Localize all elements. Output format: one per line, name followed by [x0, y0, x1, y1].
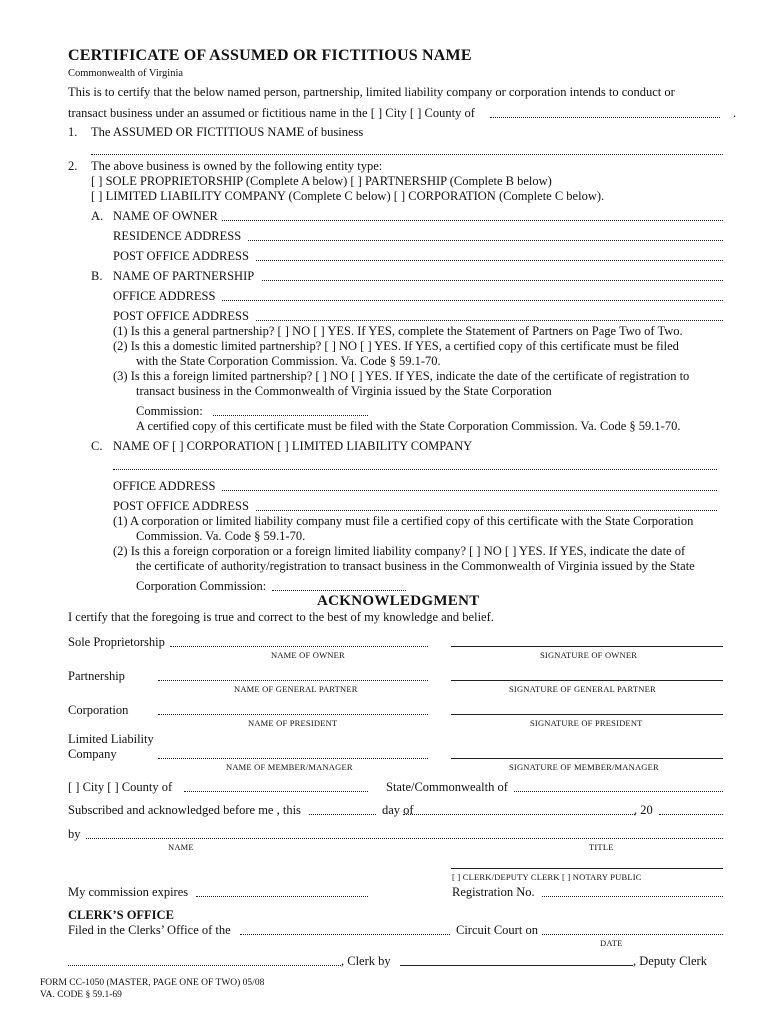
entity-options-2[interactable]: [ ] LIMITED LIABILITY COMPANY (Complete C below) [ ] CORPORATION (Complete C below). — [91, 189, 605, 203]
section-a-letter: A. — [91, 209, 104, 223]
partnership-office-label: OFFICE ADDRESS — [113, 289, 216, 303]
filed-court-field[interactable] — [240, 934, 450, 935]
year-prefix-label: , 20 — [634, 803, 653, 817]
acknowledgment-heading: ACKNOWLEDGMENT — [317, 593, 480, 609]
registration-no-field[interactable] — [542, 896, 723, 897]
state-commonwealth-field[interactable] — [514, 791, 723, 792]
commission-date-field[interactable] — [213, 415, 368, 416]
president-signature-line[interactable] — [451, 714, 723, 715]
llc-sign-label-2: Company — [68, 747, 117, 761]
general-partner-signature-line[interactable] — [451, 680, 723, 681]
corp-commission-date-field[interactable] — [272, 590, 406, 591]
filed-date-field[interactable] — [542, 934, 723, 935]
owner-po-address-label: POST OFFICE ADDRESS — [113, 249, 249, 263]
signature-of-member-manager-caption: SIGNATURE OF MEMBER/MANAGER — [509, 762, 659, 772]
partnership-question-2[interactable]: (2) Is this a domestic limited partnership? [ ] NO [ ] YES. If YES, a certified copy of this certificate must be filed — [113, 339, 679, 353]
registration-no-label: Registration No. — [452, 885, 535, 899]
member-manager-name-field[interactable] — [158, 758, 428, 759]
official-signature-line[interactable] — [451, 868, 723, 869]
corp-question-1-cont: Commission. Va. Code § 59.1-70. — [136, 529, 306, 543]
partnership-po-field[interactable] — [256, 320, 723, 321]
name-of-member-manager-caption: NAME OF MEMBER/MANAGER — [226, 762, 353, 772]
commission-date-label: Commission: — [136, 404, 203, 418]
president-name-field[interactable] — [158, 714, 428, 715]
form-subtitle: Commonwealth of Virginia — [68, 68, 184, 79]
clerk-name-field[interactable] — [68, 965, 341, 966]
partnership-question-1[interactable]: (1) Is this a general partnership? [ ] NO [ ] YES. If YES, complete the Statement of Partners on Page Two of Two. — [113, 324, 683, 338]
commission-expires-field[interactable] — [196, 896, 368, 897]
partnership-certified-note: A certified copy of this certificate must be filed with the State Corporation Commission. Va. Code § 59.1-70. — [136, 419, 681, 433]
partnership-po-label: POST OFFICE ADDRESS — [113, 309, 249, 323]
by-name-title-field[interactable] — [86, 838, 723, 839]
corp-llc-name-label[interactable]: NAME OF [ ] CORPORATION [ ] LIMITED LIABILITY COMPANY — [113, 439, 473, 453]
corp-question-2-cont: the certificate of authority/registration to transact business in the Commonwealth of Virginia issued by the State — [136, 559, 695, 573]
corp-question-2[interactable]: (2) Is this a foreign corporation or a foreign limited liability company? [ ] NO [ ] YES. If YES, indicate the date of — [113, 544, 686, 558]
section-c-letter: C. — [91, 439, 103, 453]
entity-options-1[interactable]: [ ] SOLE PROPRIETORSHIP (Complete A below) [ ] PARTNERSHIP (Complete B below) — [91, 174, 552, 188]
name-of-owner-caption: NAME OF OWNER — [271, 650, 345, 660]
item-1-number: 1. — [68, 125, 78, 139]
date-caption: DATE — [600, 938, 623, 948]
name-of-president-caption: NAME OF PRESIDENT — [248, 718, 338, 728]
partnership-sign-label: Partnership — [68, 669, 125, 683]
circuit-court-label: Circuit Court on — [456, 923, 538, 937]
partnership-question-2-cont: with the State Corporation Commission. Va. Code § 59.1-70. — [136, 354, 441, 368]
corp-llc-name-field[interactable] — [113, 469, 717, 470]
sole-owner-signature-line[interactable] — [451, 646, 723, 647]
corp-office-label: OFFICE ADDRESS — [113, 479, 216, 493]
corporation-sign-label: Corporation — [68, 703, 129, 717]
corp-question-1: (1) A corporation or limited liability company must file a certified copy of this certificate with the State Corporation — [113, 514, 694, 528]
intro-line-2: transact business under an assumed or fictitious name in the [ ] City [ ] County of — [68, 106, 475, 120]
state-commonwealth-label: State/Commonwealth of — [386, 780, 508, 794]
clerk-by-label: , Clerk by — [341, 954, 391, 968]
signature-of-general-partner-caption: SIGNATURE OF GENERAL PARTNER — [509, 684, 656, 694]
item-2-label: The above business is owned by the following entity type: — [91, 159, 383, 173]
partnership-name-label: NAME OF PARTNERSHIP — [113, 269, 255, 283]
commission-expires-label: My commission expires — [68, 885, 189, 899]
signature-of-owner-caption: SIGNATURE OF OWNER — [540, 650, 638, 660]
day-of-label: day of — [382, 803, 414, 817]
member-manager-signature-line[interactable] — [451, 758, 723, 759]
llc-sign-label-1: Limited Liability — [68, 732, 154, 746]
corp-commission-date-label: Corporation Commission: — [136, 579, 267, 593]
residence-address-label: RESIDENCE ADDRESS — [113, 229, 242, 243]
residence-address-field[interactable] — [248, 240, 723, 241]
corp-po-field[interactable] — [256, 510, 717, 511]
corp-po-label: POST OFFICE ADDRESS — [113, 499, 249, 513]
certify-statement: I certify that the foregoing is true and correct to the best of my knowledge and belief. — [68, 610, 494, 624]
va-code: VA. CODE § 59.1-69 — [40, 990, 122, 1000]
title-caption: TITLE — [589, 842, 614, 852]
ack-city-county-label[interactable]: [ ] City [ ] County of — [68, 780, 173, 794]
intro-line-1: This is to certify that the below named person, partnership, limited liability company or corporation intends to conduct or — [68, 85, 675, 99]
partnership-name-field[interactable] — [262, 280, 723, 281]
filed-in-label: Filed in the Clerks’ Office of the — [68, 923, 231, 937]
subscribed-year-field[interactable] — [659, 814, 723, 815]
intro-period: . — [733, 106, 737, 120]
owner-po-address-field[interactable] — [256, 260, 723, 261]
partnership-question-3[interactable]: (3) Is this a foreign limited partnership? [ ] NO [ ] YES. If YES, indicate the date of the certificate of registration to — [113, 369, 690, 383]
form-title: CERTIFICATE OF ASSUMED OR FICTITIOUS NAME — [68, 47, 472, 64]
form-number: FORM CC-1050 (MASTER, PAGE ONE OF TWO) 05/08 — [40, 978, 265, 988]
name-of-general-partner-caption: NAME OF GENERAL PARTNER — [234, 684, 358, 694]
clerk-notary-options[interactable]: [ ] CLERK/DEPUTY CLERK [ ] NOTARY PUBLIC — [452, 872, 642, 882]
general-partner-name-field[interactable] — [158, 680, 428, 681]
sole-proprietorship-label: Sole Proprietorship — [68, 635, 165, 649]
name-caption: NAME — [168, 842, 194, 852]
subscribed-label: Subscribed and acknowledged before me , this — [68, 803, 301, 817]
fictitious-name-field[interactable] — [91, 154, 723, 155]
by-label: by — [68, 827, 81, 841]
owner-name-label: NAME OF OWNER — [113, 209, 218, 223]
partnership-question-3-cont: transact business in the Commonwealth of Virginia issued by the State Corporation — [136, 384, 552, 398]
signature-of-president-caption: SIGNATURE OF PRESIDENT — [530, 718, 643, 728]
clerks-office-heading: CLERK’S OFFICE — [68, 908, 174, 922]
subscribed-day-field[interactable] — [309, 814, 376, 815]
subscribed-month-field[interactable] — [403, 814, 635, 815]
section-b-letter: B. — [91, 269, 103, 283]
deputy-clerk-line[interactable] — [400, 965, 633, 966]
county-field[interactable] — [490, 117, 720, 118]
sole-owner-name-field[interactable] — [170, 646, 428, 647]
deputy-clerk-label: , Deputy Clerk — [633, 954, 707, 968]
item-1-label: The ASSUMED OR FICTITIOUS NAME of business — [91, 125, 364, 139]
item-2-number: 2. — [68, 159, 78, 173]
partnership-office-field[interactable] — [222, 300, 723, 301]
owner-name-field[interactable] — [222, 220, 723, 221]
ack-county-field[interactable] — [184, 791, 368, 792]
corp-office-field[interactable] — [222, 490, 717, 491]
